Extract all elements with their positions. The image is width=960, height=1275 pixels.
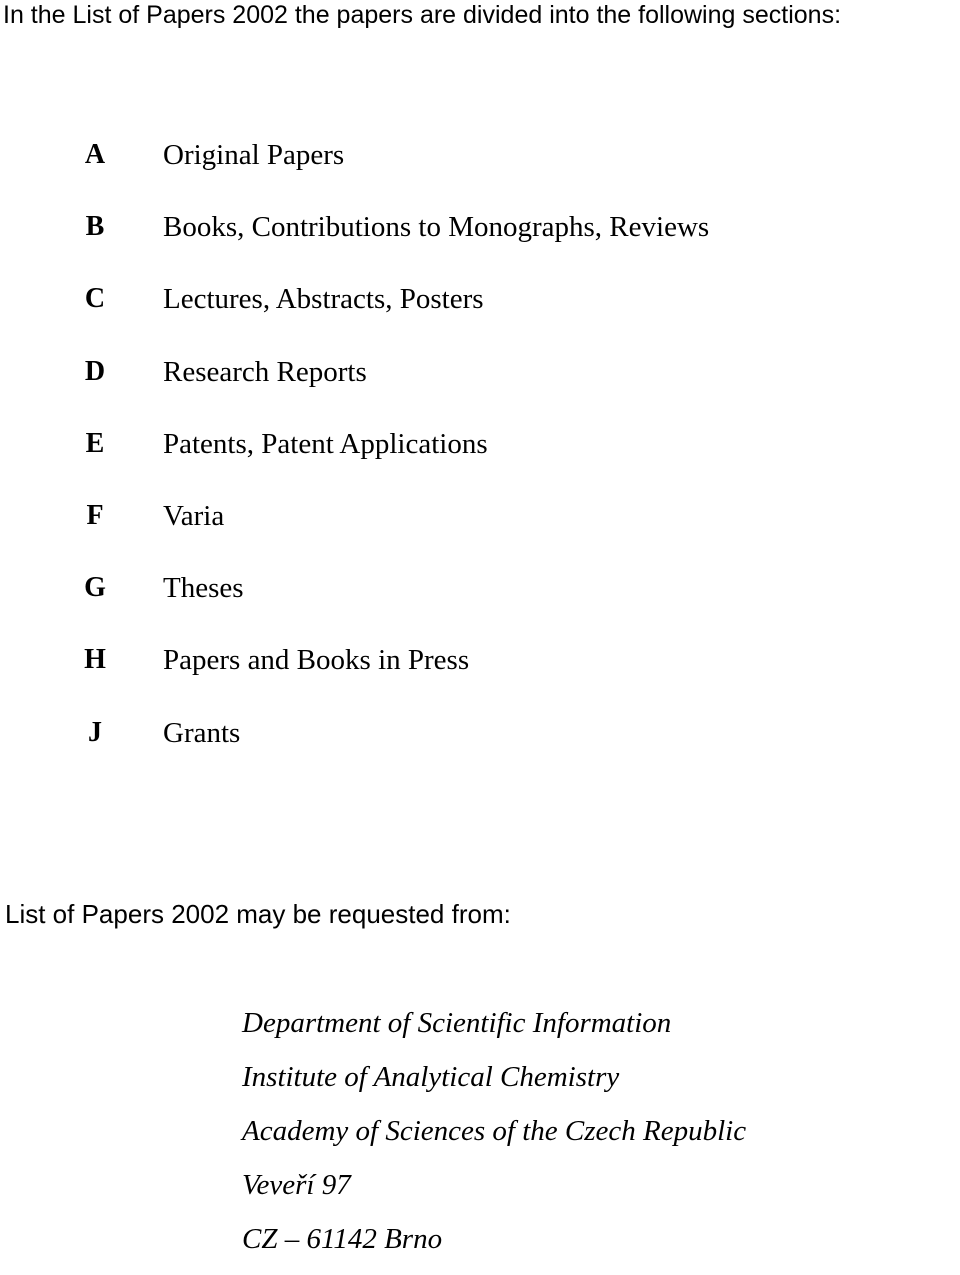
- address-city: CZ – 61142 Brno: [242, 1223, 443, 1255]
- section-row-f: [0, 498, 960, 570]
- section-title: Research Reports: [163, 355, 367, 388]
- section-letter: E: [85, 427, 105, 459]
- section-title: Theses: [163, 572, 244, 605]
- request-text: List of Papers 2002 may be requested from:: [5, 899, 511, 929]
- section-row-c: [0, 281, 960, 353]
- section-row-h: [0, 642, 960, 714]
- section-row-d: [0, 354, 960, 426]
- section-letter: A: [84, 139, 106, 170]
- intro-text: In the List of Papers 2002 the papers are divided into the following sections:: [3, 1, 842, 29]
- section-title: Lectures, Abstracts, Posters: [163, 283, 484, 316]
- section-title: Papers and Books in Press: [163, 644, 470, 677]
- section-letter: G: [84, 572, 106, 604]
- section-title: Patents, Patent Applications: [163, 427, 488, 460]
- section-letter: J: [88, 716, 102, 748]
- section-row-a: [0, 137, 960, 209]
- section-letter: H: [84, 644, 106, 676]
- address-department: Department of Scientific Information: [242, 1007, 672, 1039]
- address-street: Veveří 97: [242, 1169, 351, 1201]
- section-letter: D: [84, 355, 106, 387]
- section-title: Books, Contributions to Monographs, Reviews: [163, 211, 710, 244]
- section-list: [0, 137, 960, 787]
- section-row-j: [0, 715, 960, 787]
- address-institute: Institute of Analytical Chemistry: [242, 1061, 620, 1093]
- section-letter: F: [86, 499, 104, 531]
- section-row-g: [0, 570, 960, 642]
- section-letter: B: [85, 211, 105, 243]
- section-title: Varia: [163, 499, 225, 532]
- section-row-e: [0, 426, 960, 498]
- section-letter: C: [84, 283, 106, 315]
- address-academy: Academy of Sciences of the Czech Republic: [242, 1115, 747, 1147]
- section-row-b: [0, 209, 960, 281]
- address-block: [242, 1005, 746, 1275]
- section-title: Original Papers: [163, 139, 345, 171]
- section-title: Grants: [163, 716, 241, 749]
